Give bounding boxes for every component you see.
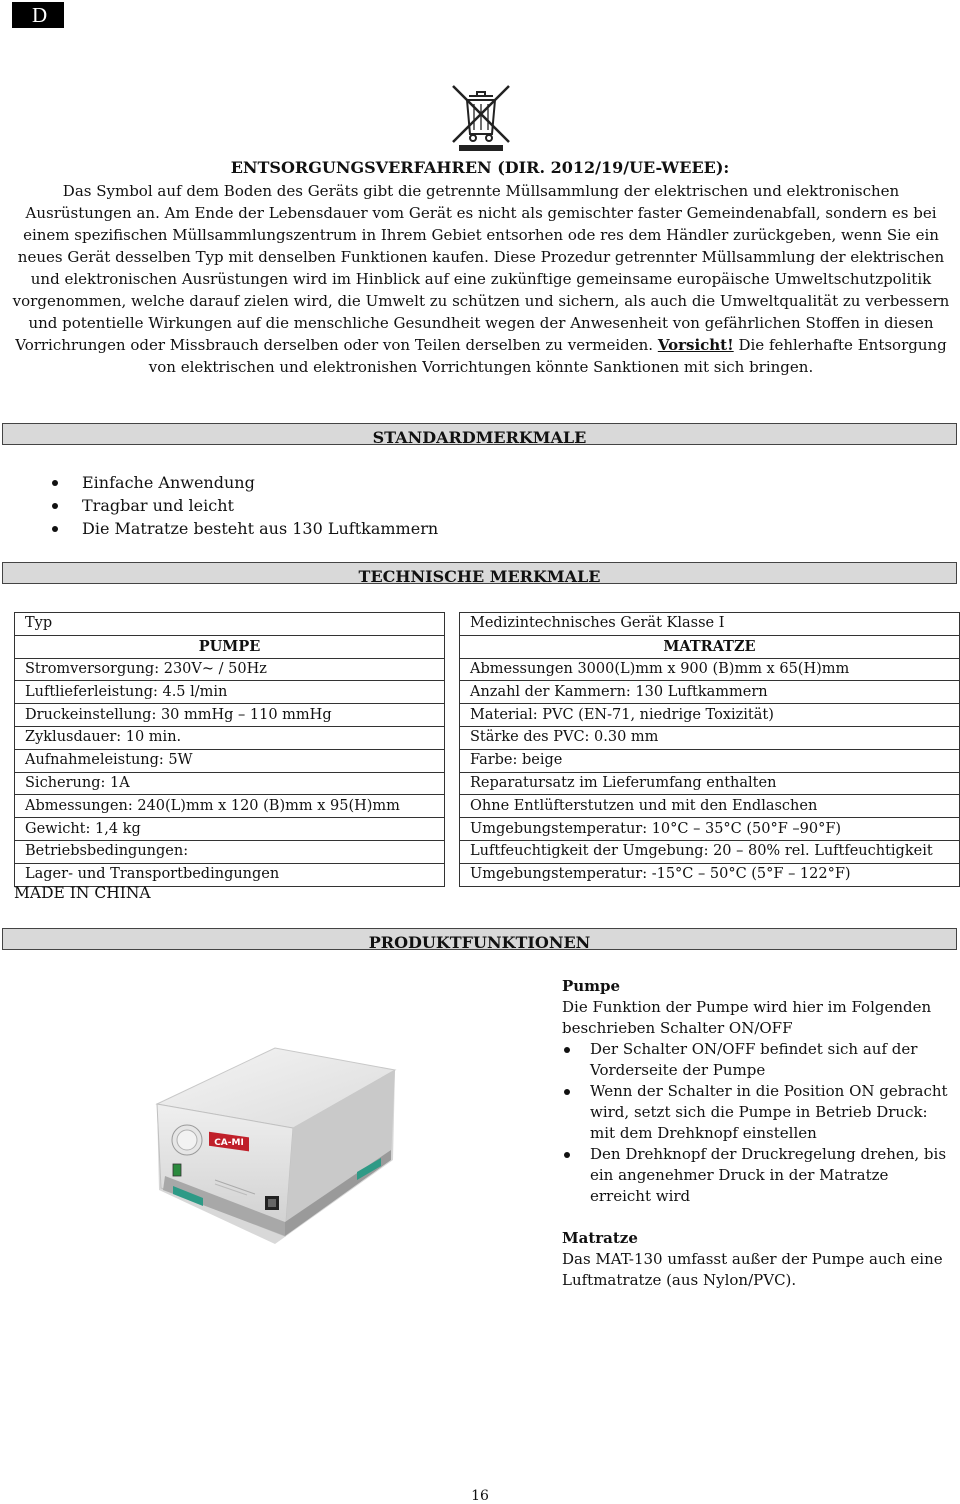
standard-features-list	[52, 471, 438, 540]
table-cell: Aufnahmeleistung: 5W	[15, 749, 445, 772]
table-row	[15, 749, 445, 772]
table-cell: Farbe: beige	[460, 749, 960, 772]
table-row	[15, 818, 445, 841]
table-cell: Gewicht: 1,4 kg	[15, 818, 445, 841]
standard-features-header: STANDARDMERKMALE	[2, 423, 957, 445]
made-in-label: MADE IN CHINA	[14, 884, 151, 902]
table-row	[15, 795, 445, 818]
warning-text: Die fehlerhafte Entsorgung von elektrischen und elektronishen Vorrichtungen könnte Sanktionen mit sich bringen.	[148, 336, 947, 376]
pump-spec-table	[14, 612, 445, 887]
table-row	[15, 772, 445, 795]
table-row	[15, 635, 445, 658]
table-row	[460, 704, 960, 727]
table-cell: Sicherung: 1A	[15, 772, 445, 795]
product-functions-header: PRODUKTFUNKTIONEN	[2, 928, 957, 950]
brand-logo: CA-MI	[214, 1138, 244, 1148]
table-row	[460, 840, 960, 863]
table-row	[15, 681, 445, 704]
table-row	[460, 863, 960, 886]
table-cell: Abmessungen 3000(L)mm x 900 (B)mm x 65(H)mm	[460, 658, 960, 681]
table-cell: Lager- und Transportbedingungen	[15, 863, 445, 886]
table-cell: Material: PVC (EN-71, niedrige Toxizität)	[460, 704, 960, 727]
table-row	[460, 726, 960, 749]
pump-device-image	[125, 1040, 415, 1260]
list-item: Tragbar und leicht	[52, 494, 438, 517]
disposal-title: ENTSORGUNGSVERFAHREN (DIR. 2012/19/UE-WEEE):	[230, 158, 730, 177]
pump-intro: Die Funktion der Pumpe wird hier im Folgenden beschrieben Schalter ON/OFF	[562, 998, 932, 1037]
table-cell: Betriebsbedingungen:	[15, 840, 445, 863]
technical-features-header: TECHNISCHE MERKMALE	[2, 562, 957, 584]
table-cell: Druckeinstellung: 30 mmHg – 110 mmHg	[15, 704, 445, 727]
table-row	[15, 658, 445, 681]
table-cell: Reparatursatz im Lieferumfang enthalten	[460, 772, 960, 795]
table-cell: Umgebungstemperatur: 10°C – 35°C (50°F –90°F)	[460, 818, 960, 841]
table-cell-heading: MATRATZE	[460, 635, 960, 658]
table-row	[15, 863, 445, 886]
table-cell: Luftlieferleistung: 4.5 l/min	[15, 681, 445, 704]
table-cell: Medizintechnisches Gerät Klasse I	[460, 613, 960, 636]
table-row	[460, 613, 960, 636]
table-row	[15, 840, 445, 863]
mattress-text: Das MAT-130 umfasst außer der Pumpe auch eine Luftmatratze (aus Nylon/PVC).	[562, 1250, 943, 1289]
table-cell: Zyklusdauer: 10 min.	[15, 726, 445, 749]
table-cell: Stärke des PVC: 0.30 mm	[460, 726, 960, 749]
list-item: Die Matratze besteht aus 130 Luftkammern	[52, 517, 438, 540]
pump-steps-list	[562, 1039, 952, 1207]
table-row	[460, 818, 960, 841]
table-cell: Ohne Entlüfterstutzen und mit den Endlaschen	[460, 795, 960, 818]
weee-crossed-bin-icon	[447, 82, 515, 152]
mattress-spec-table	[459, 612, 960, 887]
table-row	[15, 726, 445, 749]
table-cell: Anzahl der Kammern: 130 Luftkammern	[460, 681, 960, 704]
table-cell: Stromversorgung: 230V~ / 50Hz	[15, 658, 445, 681]
language-tag: D	[12, 2, 64, 28]
table-row	[460, 795, 960, 818]
warning-label: Vorsicht!	[657, 336, 734, 354]
table-cell: Abmessungen: 240(L)mm x 120 (B)mm x 95(H)mm	[15, 795, 445, 818]
disposal-body: Das Symbol auf dem Boden des Geräts gibt die getrennte Müllsammlung der elektrischen und elektronischen Ausrüstungen an. Am Ende der Lebensdauer vom Gerät es nicht als gemischter faster Gemeindenabfall, sondern es bei einem spezifischen Müllsammlungszentrum in Ihrem Gebiet entsorhen ode res dem Händler zurückgeben, wenn Sie ein neues Gerät desselben Typ mit denselben Funktionen kaufen. Diese Prozedur getrennter Müllsammlung der elektrischen und elektronischen Ausrüstungen wird im Hinblick auf eine zukünftige gemeinsame europäische Umweltschutzpolitik vorgenommen, welche darauf zielen wird, die Umwelt zu schützen und sichern, als auch die Umweltqualität zu verbessern und potentielle Wirkungen auf die menschliche Gesundheit wegen der Anwesenheit von gefährlichen Stoffen in diesen Vorrichrungen oder Missbrauch derselben oder von Teilen derselben zu vermeiden.	[12, 182, 950, 354]
product-functions-text	[562, 976, 952, 1291]
table-cell: Typ	[15, 613, 445, 636]
table-cell-heading: PUMPE	[15, 635, 445, 658]
table-row	[460, 681, 960, 704]
table-cell: Luftfeuchtigkeit der Umgebung: 20 – 80% rel. Luftfeuchtigkeit	[460, 840, 960, 863]
table-row	[460, 749, 960, 772]
page-number: 16	[471, 1488, 489, 1504]
table-row	[460, 635, 960, 658]
table-row	[15, 613, 445, 636]
table-row	[460, 772, 960, 795]
disposal-text	[12, 180, 950, 378]
pump-heading: Pumpe	[562, 977, 621, 995]
list-item: Wenn der Schalter in die Position ON gebracht wird, setzt sich die Pumpe in Betrieb Druck: mit dem Drehknopf einstellen	[562, 1081, 952, 1144]
table-cell: Umgebungstemperatur: -15°C – 50°C (5°F – 122°F)	[460, 863, 960, 886]
table-row	[460, 658, 960, 681]
list-item: Einfache Anwendung	[52, 471, 438, 494]
list-item: Der Schalter ON/OFF befindet sich auf der Vorderseite der Pumpe	[562, 1039, 952, 1081]
table-row	[15, 704, 445, 727]
list-item: Den Drehknopf der Druckregelung drehen, bis ein angenehmer Druck in der Matratze erreicht wird	[562, 1144, 952, 1207]
mattress-heading: Matratze	[562, 1229, 638, 1247]
